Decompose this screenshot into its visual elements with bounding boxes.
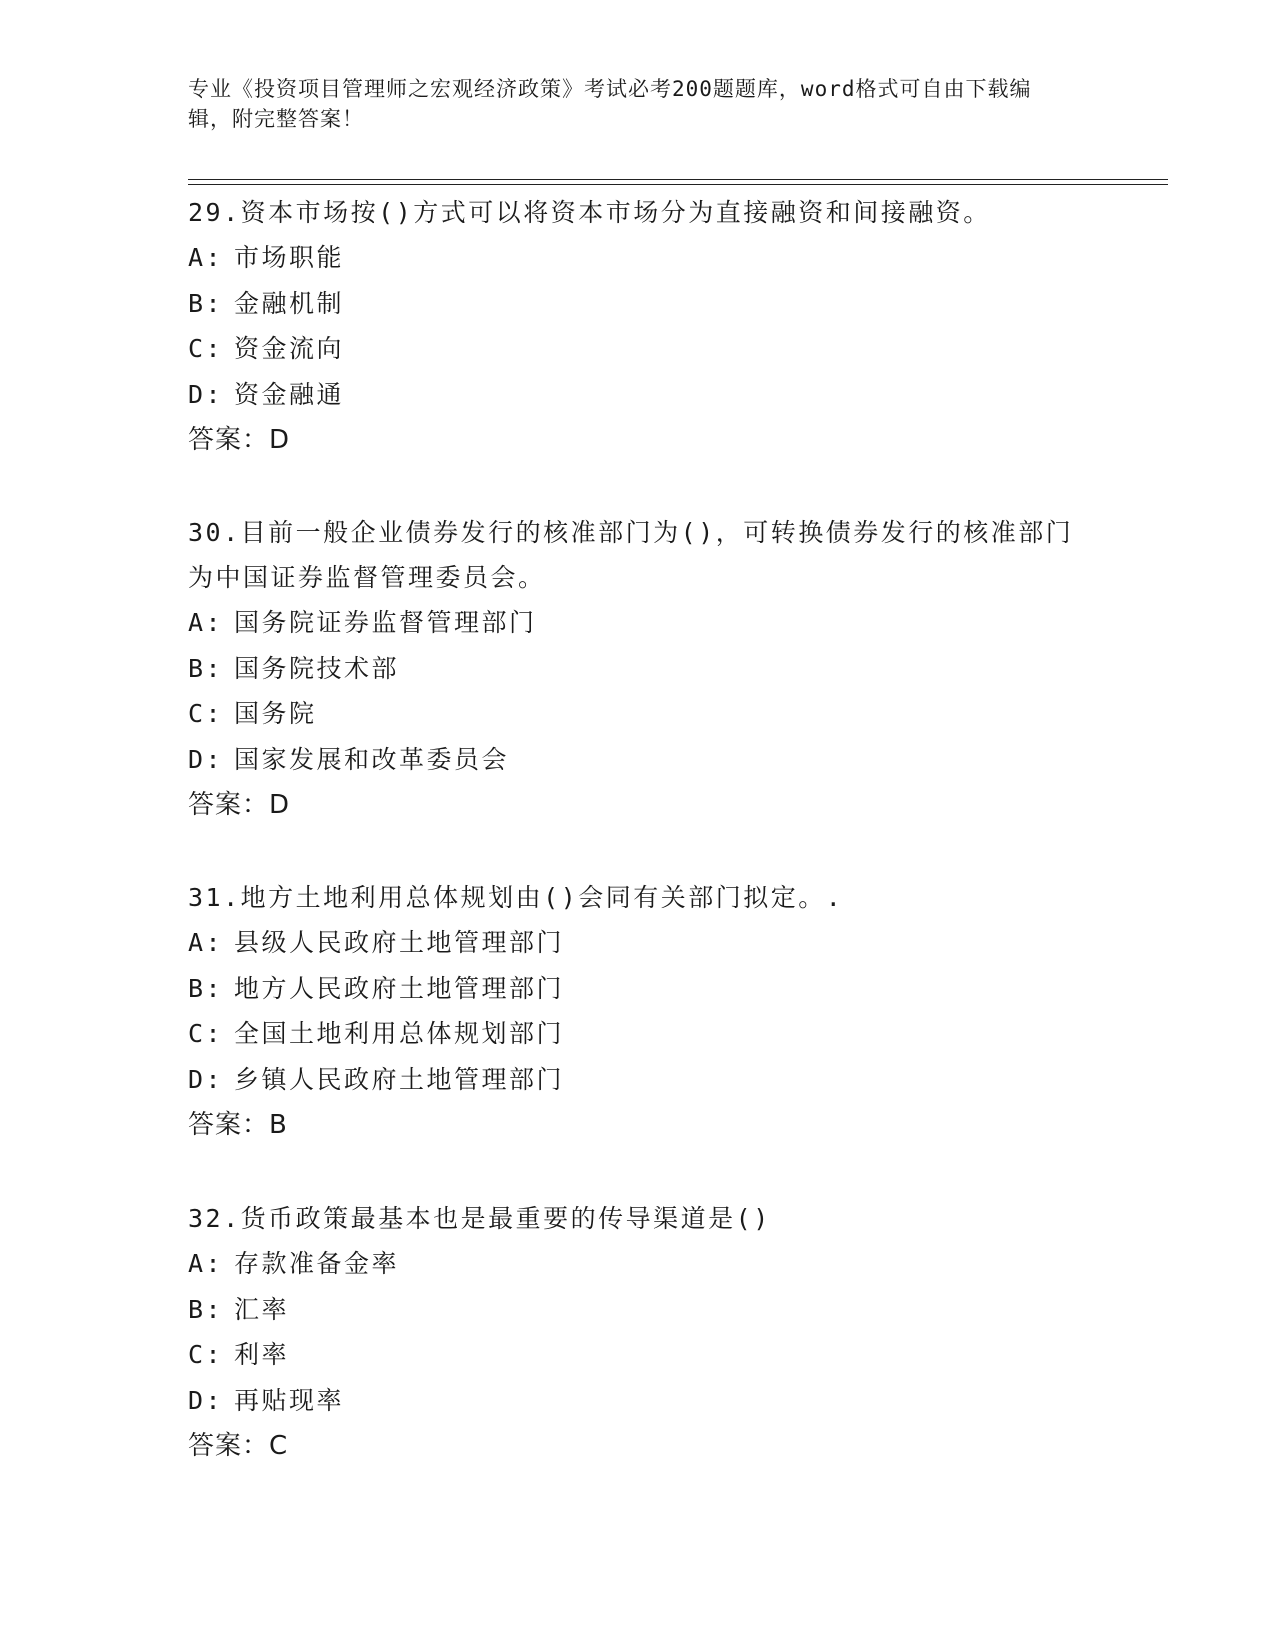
option-d bbox=[188, 1057, 1088, 1103]
option-text: 资金流向 bbox=[234, 334, 345, 364]
question-29 bbox=[188, 190, 1088, 463]
option-text: 存款准备金率 bbox=[234, 1249, 400, 1278]
option-text: 资金融通 bbox=[234, 379, 345, 409]
question-30 bbox=[188, 510, 1088, 828]
option-text: 国务院技术部 bbox=[234, 653, 400, 683]
option-key: B: bbox=[188, 1294, 224, 1324]
option-d bbox=[188, 737, 1088, 783]
header-divider-bottom bbox=[188, 184, 1168, 185]
option-key: B: bbox=[188, 973, 224, 1003]
option-text: 汇率 bbox=[234, 1294, 290, 1324]
option-key: C: bbox=[188, 1340, 224, 1370]
question-32 bbox=[188, 1196, 1088, 1469]
option-text: 国家发展和改革委员会 bbox=[234, 744, 510, 774]
option-b bbox=[188, 281, 1088, 327]
option-b bbox=[188, 966, 1088, 1012]
question-stem: 29.资本市场按()方式可以将资本市场分为直接融资和间接融资。 bbox=[188, 198, 991, 227]
option-key: D: bbox=[188, 379, 224, 409]
option-c bbox=[188, 326, 1088, 372]
option-text: 乡镇人民政府土地管理部门 bbox=[234, 1064, 565, 1094]
option-key: A: bbox=[188, 928, 224, 957]
option-c bbox=[188, 1011, 1088, 1057]
option-text: 国务院 bbox=[234, 699, 317, 729]
option-text: 全国土地利用总体规划部门 bbox=[234, 1019, 565, 1049]
option-key: D: bbox=[188, 744, 224, 774]
option-a bbox=[188, 235, 1088, 281]
answer-line: 答案：D bbox=[188, 790, 291, 821]
option-key: B: bbox=[188, 653, 224, 683]
option-d bbox=[188, 372, 1088, 418]
header-divider-top bbox=[188, 179, 1168, 180]
option-key: B: bbox=[188, 288, 224, 318]
question-stem: 32.货币政策最基本也是最重要的传导渠道是() bbox=[188, 1204, 771, 1233]
option-a bbox=[188, 600, 1088, 646]
option-key: C: bbox=[188, 1019, 224, 1049]
option-text: 再贴现率 bbox=[234, 1385, 345, 1415]
option-key: D: bbox=[188, 1064, 224, 1094]
option-key: A: bbox=[188, 243, 224, 272]
question-31 bbox=[188, 875, 1088, 1148]
option-key: A: bbox=[188, 1249, 224, 1278]
option-text: 市场职能 bbox=[234, 243, 345, 272]
question-stem: 31.地方土地利用总体规划由()会同有关部门拟定。. bbox=[188, 883, 844, 912]
option-key: D: bbox=[188, 1385, 224, 1415]
option-key: C: bbox=[188, 334, 224, 364]
option-b bbox=[188, 646, 1088, 692]
option-key: A: bbox=[188, 608, 224, 637]
option-text: 地方人民政府土地管理部门 bbox=[234, 973, 565, 1003]
option-text: 国务院证券监督管理部门 bbox=[234, 608, 537, 637]
option-a bbox=[188, 920, 1088, 966]
option-a bbox=[188, 1241, 1088, 1287]
answer-line: 答案：D bbox=[188, 425, 291, 456]
option-d bbox=[188, 1378, 1088, 1424]
document-header: 专业《投资项目管理师之宏观经济政策》考试必考200题题库，word格式可自由下载编辑，附完整答案！ bbox=[188, 77, 1032, 131]
option-b bbox=[188, 1287, 1088, 1333]
option-text: 县级人民政府土地管理部门 bbox=[234, 928, 565, 957]
option-text: 利率 bbox=[234, 1340, 290, 1370]
question-stem: 30.目前一般企业债券发行的核准部门为()，可转换债券发行的核准部门为中国证券监督管理委员会。 bbox=[188, 518, 1074, 592]
option-c bbox=[188, 1332, 1088, 1378]
option-key: C: bbox=[188, 699, 224, 729]
option-c bbox=[188, 691, 1088, 737]
answer-line: 答案：B bbox=[188, 1110, 288, 1141]
answer-line: 答案：C bbox=[188, 1431, 289, 1462]
option-text: 金融机制 bbox=[234, 288, 345, 318]
